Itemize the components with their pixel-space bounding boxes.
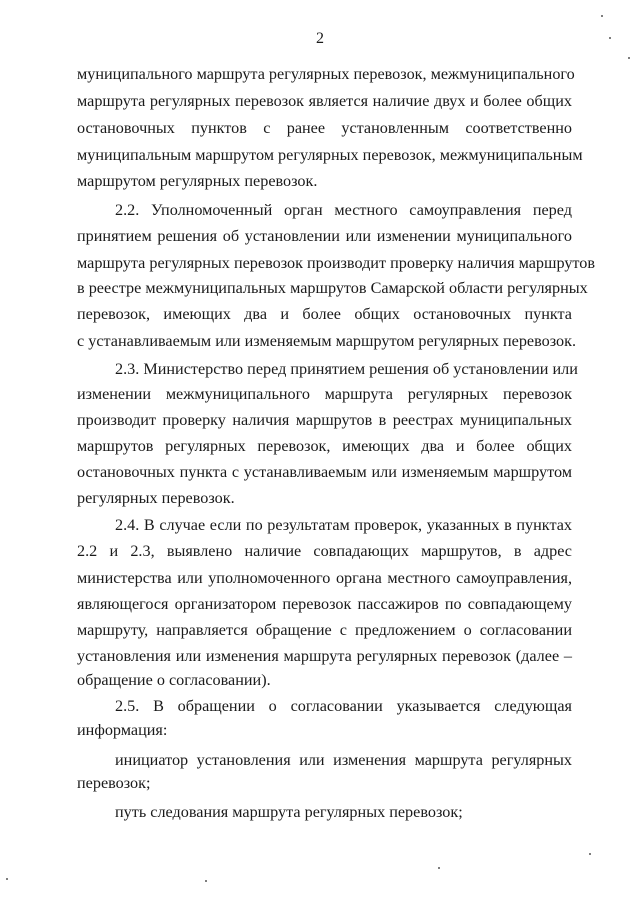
text-line: остановочных пункта с устанавливаемым или изменяемым маршрутом (77, 463, 572, 481)
text-line: информация: (77, 721, 168, 739)
text-line: перевозок; (77, 774, 151, 792)
text-line: 2.4. В случае если по результатам проверок, указанных в пунктах (115, 516, 572, 534)
text-line: остановочных пунктов с ранее установленным соответственно (77, 119, 572, 137)
scan-speck (205, 880, 207, 882)
scan-speck (628, 57, 630, 59)
text-line: маршруту, направляется обращение с предложением о согласовании (77, 621, 572, 639)
text-line: путь следования маршрута регулярных перевозок; (115, 803, 463, 821)
text-line: маршрута регулярных перевозок является наличие двух и более общих (77, 92, 572, 110)
text-line: являющегося организатором перевозок пассажиров по совпадающему (77, 595, 572, 613)
text-line: 2.2. Уполномоченный орган местного самоуправления перед (115, 201, 572, 219)
text-line: муниципального маршрута регулярных перевозок, межмуниципального (77, 65, 575, 83)
text-line: с устанавливаемым или изменяемым маршрутом регулярных перевозок. (77, 332, 577, 350)
text-line: 2.2 и 2.3, выявлено наличие совпадающих маршрутов, в адрес (77, 542, 572, 560)
text-line: регулярных перевозок. (77, 489, 235, 507)
text-line: 2.5. В обращении о согласовании указывается следующая (115, 697, 572, 715)
text-line: принятием решения об установлении или изменении муниципального (77, 227, 572, 245)
text-line: обращение о согласовании). (77, 671, 271, 689)
scan-speck (609, 37, 611, 39)
text-line: перевозок, имеющих два и более общих остановочных пункта (77, 305, 572, 323)
scan-speck (589, 853, 591, 855)
text-line: инициатор установления или изменения маршрута регулярных (115, 751, 572, 769)
text-line: в реестре межмуниципальных маршрутов Самарской области регулярных (77, 279, 588, 297)
text-line: маршрутом регулярных перевозок. (77, 172, 318, 190)
text-line: маршрутов регулярных перевозок, имеющих два и более общих (77, 437, 572, 455)
text-line: министерства или уполномоченного органа местного самоуправления, (77, 569, 572, 587)
text-line: установления или изменения маршрута регулярных перевозок (далее – (77, 647, 572, 665)
text-line: производит проверку наличия маршрутов в реестрах муниципальных (77, 411, 572, 429)
text-line: изменении межмуниципального маршрута регулярных перевозок (77, 385, 572, 403)
text-line: 2.3. Министерство перед принятием решения об установлении или (115, 360, 578, 378)
scan-speck (438, 867, 440, 869)
page-number: 2 (316, 30, 324, 47)
scan-speck (6, 878, 8, 880)
text-line: муниципальным маршрутом регулярных перевозок, межмуниципальным (77, 146, 583, 164)
scan-speck (601, 15, 603, 17)
text-line: маршрута регулярных перевозок производит проверку наличия маршрутов (77, 254, 596, 272)
